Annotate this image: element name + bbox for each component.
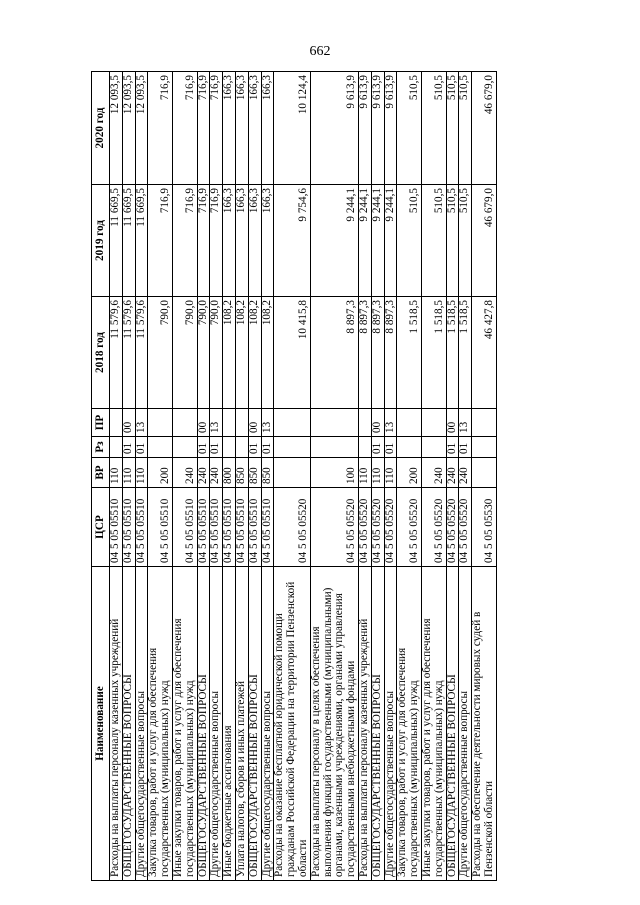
cell-pr xyxy=(310,409,358,437)
cell-vr: 240 xyxy=(421,458,446,488)
cell-vr: 800 xyxy=(223,458,236,488)
cell-pr xyxy=(172,409,197,437)
cell-2020: 166,3 xyxy=(235,72,248,185)
cell-name: ОБЩЕГОСУДАРСТВЕННЫЕ ВОПРОСЫ xyxy=(446,567,459,881)
cell-csr: 04 5 05 05520 xyxy=(397,488,422,567)
cell-rz xyxy=(274,437,310,458)
cell-vr: 850 xyxy=(261,458,274,488)
cell-name: Иные закупки товаров, работ и услуг для обеспечения государственных (муниципальных) нужд xyxy=(172,567,197,881)
cell-2019: 11 669,5 xyxy=(135,185,148,297)
cell-csr: 04 5 05 05510 xyxy=(122,488,135,567)
cell-rz xyxy=(358,437,371,458)
cell-csr: 04 5 05 05520 xyxy=(384,488,397,567)
cell-vr: 240 xyxy=(210,458,223,488)
cell-2018: 8 897,3 xyxy=(358,297,371,409)
table-row xyxy=(459,72,472,881)
cell-vr: 100 xyxy=(310,458,358,488)
table-row xyxy=(371,72,384,881)
cell-2018: 790,0 xyxy=(148,297,173,409)
cell-vr: 240 xyxy=(446,458,459,488)
table-row xyxy=(148,72,173,881)
cell-2018: 790,0 xyxy=(210,297,223,409)
header-name: Наименование xyxy=(92,567,110,881)
table-row xyxy=(397,72,422,881)
cell-vr: 200 xyxy=(148,458,173,488)
cell-2018: 8 897,3 xyxy=(371,297,384,409)
table-body xyxy=(110,72,497,881)
cell-name: ОБЩЕГОСУДАРСТВЕННЫЕ ВОПРОСЫ xyxy=(197,567,210,881)
cell-pr xyxy=(358,409,371,437)
cell-2018: 108,2 xyxy=(223,297,236,409)
cell-2018: 108,2 xyxy=(248,297,261,409)
cell-csr: 04 5 05 05510 xyxy=(148,488,173,567)
header-vr: ВР xyxy=(92,458,110,488)
table-row xyxy=(446,72,459,881)
cell-2018: 8 897,3 xyxy=(310,297,358,409)
page-number: 662 xyxy=(309,44,331,59)
cell-pr xyxy=(223,409,236,437)
cell-csr: 04 5 05 05510 xyxy=(223,488,236,567)
cell-2019: 9 244,1 xyxy=(310,185,358,297)
cell-pr xyxy=(397,409,422,437)
cell-pr xyxy=(274,409,310,437)
cell-name: Иные бюджетные ассигнования xyxy=(223,567,236,881)
cell-2020: 716,9 xyxy=(197,72,210,185)
cell-2018: 10 415,8 xyxy=(274,297,310,409)
table-row xyxy=(110,72,123,881)
cell-rz: 01 xyxy=(459,437,472,458)
cell-2020: 9 613,9 xyxy=(358,72,371,185)
cell-name: Другие общегосударственные вопросы xyxy=(459,567,472,881)
cell-rz xyxy=(310,437,358,458)
cell-vr: 110 xyxy=(110,458,123,488)
cell-rz: 01 xyxy=(446,437,459,458)
cell-2020: 510,5 xyxy=(446,72,459,185)
cell-rz xyxy=(148,437,173,458)
cell-2019: 716,9 xyxy=(210,185,223,297)
cell-name: Закупка товаров, работ и услуг для обеспечения государственных (муниципальных) нужд xyxy=(397,567,422,881)
cell-vr xyxy=(472,458,497,488)
cell-2019: 11 669,5 xyxy=(110,185,123,297)
cell-2019: 166,3 xyxy=(235,185,248,297)
cell-2018: 790,0 xyxy=(172,297,197,409)
cell-pr: 13 xyxy=(210,409,223,437)
cell-2019: 9 244,1 xyxy=(371,185,384,297)
cell-csr: 04 5 05 05520 xyxy=(421,488,446,567)
cell-2020: 166,3 xyxy=(248,72,261,185)
cell-pr: 13 xyxy=(135,409,148,437)
cell-2019: 510,5 xyxy=(421,185,446,297)
cell-name: ОБЩЕГОСУДАРСТВЕННЫЕ ВОПРОСЫ xyxy=(371,567,384,881)
cell-pr: 13 xyxy=(261,409,274,437)
table-row xyxy=(223,72,236,881)
cell-2020: 9 613,9 xyxy=(310,72,358,185)
header-pr: ПР xyxy=(92,409,110,437)
cell-vr: 110 xyxy=(371,458,384,488)
cell-csr: 04 5 05 05520 xyxy=(274,488,310,567)
cell-vr: 200 xyxy=(397,458,422,488)
cell-2019: 716,9 xyxy=(172,185,197,297)
cell-2018: 11 579,6 xyxy=(122,297,135,409)
cell-name: Иные закупки товаров, работ и услуг для обеспечения государственных (муниципальных) нужд xyxy=(421,567,446,881)
cell-csr: 04 5 05 05510 xyxy=(172,488,197,567)
cell-pr xyxy=(110,409,123,437)
cell-csr: 04 5 05 05510 xyxy=(261,488,274,567)
cell-name: Другие общегосударственные вопросы xyxy=(384,567,397,881)
cell-2018: 11 579,6 xyxy=(110,297,123,409)
cell-pr: 00 xyxy=(446,409,459,437)
cell-vr: 850 xyxy=(248,458,261,488)
cell-vr xyxy=(274,458,310,488)
cell-name: Расходы на обеспечение деятельности мировых судей в Пензенской области xyxy=(472,567,497,881)
cell-2018: 11 579,6 xyxy=(135,297,148,409)
cell-rz xyxy=(235,437,248,458)
table-row xyxy=(135,72,148,881)
cell-csr: 04 5 05 05510 xyxy=(248,488,261,567)
cell-csr: 04 5 05 05510 xyxy=(197,488,210,567)
cell-rz: 01 xyxy=(248,437,261,458)
cell-pr: 13 xyxy=(384,409,397,437)
cell-2018: 1 518,5 xyxy=(459,297,472,409)
table-row xyxy=(384,72,397,881)
cell-2020: 716,9 xyxy=(210,72,223,185)
cell-name: Другие общегосударственные вопросы xyxy=(261,567,274,881)
cell-2020: 510,5 xyxy=(421,72,446,185)
cell-pr: 00 xyxy=(197,409,210,437)
cell-2019: 166,3 xyxy=(261,185,274,297)
cell-pr: 00 xyxy=(248,409,261,437)
cell-vr: 240 xyxy=(197,458,210,488)
table-row xyxy=(261,72,274,881)
table-row xyxy=(421,72,446,881)
cell-rz: 01 xyxy=(122,437,135,458)
cell-rz: 01 xyxy=(261,437,274,458)
cell-2020: 10 124,4 xyxy=(274,72,310,185)
budget-table xyxy=(91,71,497,881)
cell-rz: 01 xyxy=(197,437,210,458)
cell-rz xyxy=(472,437,497,458)
cell-2019: 716,9 xyxy=(197,185,210,297)
cell-2019: 510,5 xyxy=(459,185,472,297)
cell-csr: 04 5 05 05510 xyxy=(210,488,223,567)
cell-2020: 510,5 xyxy=(397,72,422,185)
header-2018: 2018 год xyxy=(92,297,110,409)
cell-2019: 510,5 xyxy=(446,185,459,297)
cell-pr: 00 xyxy=(122,409,135,437)
table-row xyxy=(274,72,310,881)
cell-csr: 04 5 05 05520 xyxy=(310,488,358,567)
cell-pr xyxy=(148,409,173,437)
cell-2018: 8 897,3 xyxy=(384,297,397,409)
cell-csr: 04 5 05 05520 xyxy=(358,488,371,567)
table-row xyxy=(210,72,223,881)
cell-rz xyxy=(110,437,123,458)
header-rz: Рз xyxy=(92,437,110,458)
cell-vr: 240 xyxy=(459,458,472,488)
rotated-table-container xyxy=(91,71,569,881)
table-row xyxy=(235,72,248,881)
cell-pr: 00 xyxy=(371,409,384,437)
cell-2020: 46 679,0 xyxy=(472,72,497,185)
cell-csr: 04 5 05 05510 xyxy=(235,488,248,567)
cell-2019: 11 669,5 xyxy=(122,185,135,297)
cell-rz xyxy=(172,437,197,458)
cell-rz xyxy=(421,437,446,458)
cell-csr: 04 5 05 05520 xyxy=(459,488,472,567)
cell-vr: 850 xyxy=(235,458,248,488)
cell-2019: 9 244,1 xyxy=(358,185,371,297)
cell-pr xyxy=(472,409,497,437)
table-row xyxy=(310,72,358,881)
cell-2020: 12 093,5 xyxy=(122,72,135,185)
cell-2018: 790,0 xyxy=(197,297,210,409)
cell-name: ОБЩЕГОСУДАРСТВЕННЫЕ ВОПРОСЫ xyxy=(122,567,135,881)
cell-csr: 04 5 05 05510 xyxy=(135,488,148,567)
cell-csr: 04 5 05 05520 xyxy=(446,488,459,567)
cell-pr xyxy=(421,409,446,437)
cell-rz: 01 xyxy=(210,437,223,458)
header-2020: 2020 год xyxy=(92,72,110,185)
cell-2018: 1 518,5 xyxy=(446,297,459,409)
cell-csr: 04 5 05 05520 xyxy=(371,488,384,567)
cell-pr xyxy=(235,409,248,437)
table-header-row xyxy=(92,72,110,881)
cell-rz xyxy=(397,437,422,458)
cell-name: Другие общегосударственные вопросы xyxy=(135,567,148,881)
cell-vr: 110 xyxy=(122,458,135,488)
cell-2020: 12 093,5 xyxy=(110,72,123,185)
cell-rz: 01 xyxy=(384,437,397,458)
cell-2019: 46 679,0 xyxy=(472,185,497,297)
cell-pr: 13 xyxy=(459,409,472,437)
cell-2020: 510,5 xyxy=(459,72,472,185)
header-csr: ЦСР xyxy=(92,488,110,567)
table-row xyxy=(248,72,261,881)
table-row xyxy=(472,72,497,881)
cell-2020: 166,3 xyxy=(223,72,236,185)
cell-rz: 01 xyxy=(371,437,384,458)
cell-name: Расходы на выплаты персоналу казенных учреждений xyxy=(110,567,123,881)
cell-2018: 108,2 xyxy=(235,297,248,409)
cell-2020: 9 613,9 xyxy=(371,72,384,185)
cell-2019: 716,9 xyxy=(148,185,173,297)
cell-2019: 166,3 xyxy=(248,185,261,297)
table-row xyxy=(122,72,135,881)
cell-name: Другие общегосударственные вопросы xyxy=(210,567,223,881)
cell-2019: 9 244,1 xyxy=(384,185,397,297)
cell-2020: 166,3 xyxy=(261,72,274,185)
cell-2020: 12 093,5 xyxy=(135,72,148,185)
cell-2019: 9 754,6 xyxy=(274,185,310,297)
cell-2019: 510,5 xyxy=(397,185,422,297)
cell-2018: 1 518,5 xyxy=(397,297,422,409)
cell-vr: 110 xyxy=(135,458,148,488)
cell-2019: 166,3 xyxy=(223,185,236,297)
cell-rz xyxy=(223,437,236,458)
table-row xyxy=(358,72,371,881)
table-row xyxy=(197,72,210,881)
cell-name: Закупка товаров, работ и услуг для обеспечения государственных (муниципальных) нужд xyxy=(148,567,173,881)
table-row xyxy=(172,72,197,881)
cell-vr: 240 xyxy=(172,458,197,488)
cell-name: Расходы на выплаты персоналу казенных учреждений xyxy=(358,567,371,881)
cell-name: Уплата налогов, сборов и иных платежей xyxy=(235,567,248,881)
cell-rz: 01 xyxy=(135,437,148,458)
cell-name: Расходы на оказание бесплатной юридической помощи гражданам Российской Федерации на территории Пензенской области xyxy=(274,567,310,881)
cell-name: ОБЩЕГОСУДАРСТВЕННЫЕ ВОПРОСЫ xyxy=(248,567,261,881)
cell-2018: 1 518,5 xyxy=(421,297,446,409)
cell-2020: 9 613,9 xyxy=(384,72,397,185)
cell-2020: 716,9 xyxy=(148,72,173,185)
cell-vr: 110 xyxy=(384,458,397,488)
cell-2020: 716,9 xyxy=(172,72,197,185)
cell-name: Расходы на выплаты персоналу в целях обеспечения выполнения функций государственными (муниципальными) органами, казенными учреждениями, органами управления государственными внебюджетными фондами xyxy=(310,567,358,881)
cell-2018: 46 427,8 xyxy=(472,297,497,409)
cell-vr: 110 xyxy=(358,458,371,488)
cell-csr: 04 5 05 05510 xyxy=(110,488,123,567)
header-2019: 2019 год xyxy=(92,185,110,297)
cell-csr: 04 5 05 05530 xyxy=(472,488,497,567)
cell-2018: 108,2 xyxy=(261,297,274,409)
